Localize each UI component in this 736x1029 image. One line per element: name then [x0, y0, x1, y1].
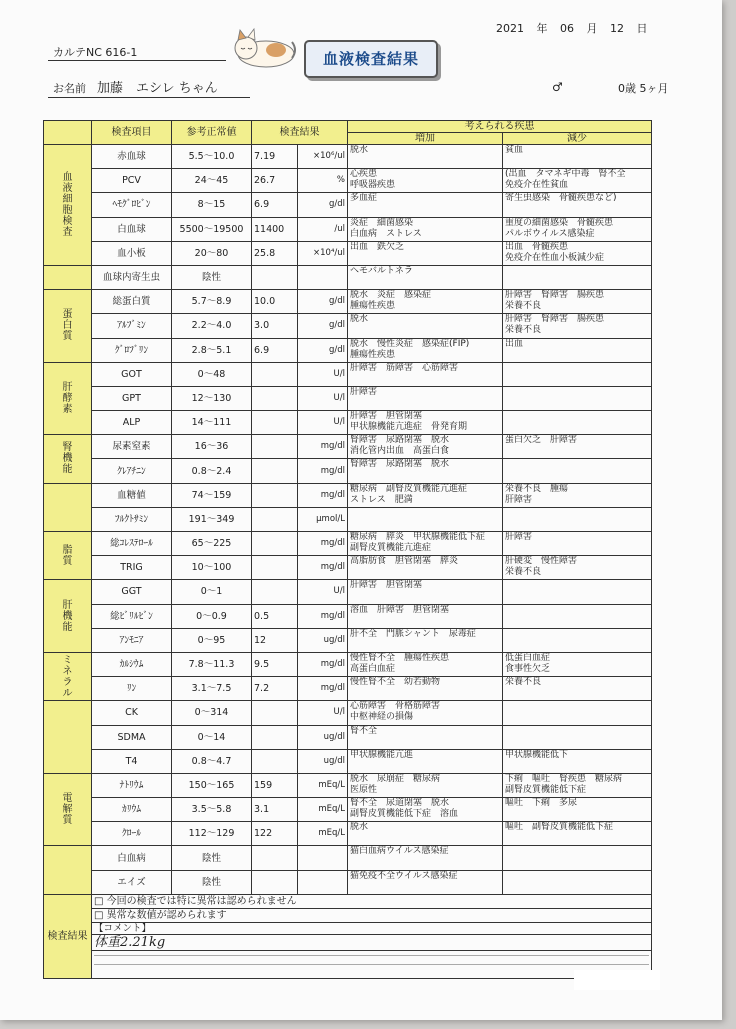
group-label-kidney: 腎 機 能 — [44, 435, 92, 483]
test-item: 白血病 — [92, 846, 172, 870]
reference-range: 14〜111 — [172, 411, 252, 435]
lab-results-table — [43, 120, 652, 979]
result-unit: mEq/L — [298, 798, 348, 822]
result-value: 25.8 — [252, 241, 298, 265]
decrease-diseases — [503, 701, 652, 725]
test-row — [44, 556, 652, 580]
decrease-diseases — [503, 870, 652, 894]
group-label-electrolyte: 電 解 質 — [44, 773, 92, 846]
result-value: 122 — [252, 822, 298, 846]
increase-diseases: 肝不全 門脈シャント 尿毒症 — [348, 628, 503, 652]
test-item: ALP — [92, 411, 172, 435]
name-label: お名前 — [53, 82, 86, 95]
test-row — [44, 435, 652, 459]
result-unit: U/l — [298, 362, 348, 386]
decrease-diseases: 栄養不良 腫瘍 肝障害 — [503, 483, 652, 507]
result-value — [252, 749, 298, 773]
group-label-blood_cells: 血 液 細 胞 検 査 — [44, 145, 92, 266]
test-item: 血小板 — [92, 241, 172, 265]
test-row — [44, 290, 652, 314]
result-value — [252, 532, 298, 556]
increase-diseases: 心筋障害 骨格筋障害 中枢神経の損傷 — [348, 701, 503, 725]
decrease-diseases — [503, 725, 652, 749]
test-row — [44, 265, 652, 289]
test-row — [44, 338, 652, 362]
result-unit: mEq/L — [298, 822, 348, 846]
date-month-unit: 月 — [586, 22, 598, 35]
result-unit — [298, 846, 348, 870]
decrease-diseases: 甲状腺機能低下 — [503, 749, 652, 773]
result-value: 26.7 — [252, 169, 298, 193]
increase-diseases: 脱水 炎症 感染症 腫瘍性疾患 — [348, 290, 503, 314]
reference-range: 0〜48 — [172, 362, 252, 386]
result-unit: mg/dl — [298, 459, 348, 483]
test-row — [44, 677, 652, 701]
reference-range: 5.5〜10.0 — [172, 145, 252, 169]
col-result: 検査結果 — [252, 121, 348, 145]
reference-range: 150〜165 — [172, 773, 252, 797]
group-label-empty — [44, 483, 92, 531]
result-unit: mg/dl — [298, 556, 348, 580]
reference-range: 3.1〜7.5 — [172, 677, 252, 701]
test-row — [44, 580, 652, 604]
patient-age: 0歳 5ヶ月 — [618, 82, 669, 95]
result-unit — [298, 870, 348, 894]
result-value: 12 — [252, 628, 298, 652]
group-label-mineral: ミ ネ ラ ル — [44, 652, 92, 700]
karte-underline — [48, 60, 226, 61]
result-unit: g/dl — [298, 338, 348, 362]
group-label-empty — [44, 846, 92, 894]
comment-label: 【コメント】 — [92, 922, 652, 934]
reference-range: 20〜80 — [172, 241, 252, 265]
test-row — [44, 701, 652, 725]
result-unit — [298, 265, 348, 289]
test-item: GPT — [92, 386, 172, 410]
decrease-diseases — [503, 628, 652, 652]
reference-range: 5500〜19500 — [172, 217, 252, 241]
reference-range: 191〜349 — [172, 507, 252, 531]
reference-range: 2.8〜5.1 — [172, 338, 252, 362]
group-label-empty — [44, 701, 92, 774]
reference-range: 7.8〜11.3 — [172, 652, 252, 676]
test-item: SDMA — [92, 725, 172, 749]
test-row — [44, 846, 652, 870]
sex-symbol: ♂ — [552, 80, 563, 94]
increase-diseases: 脱水 慢性炎症 感染症(FIP) 腫瘍性疾患 — [348, 338, 503, 362]
cat-illustration — [228, 20, 298, 70]
test-item: ｶﾙｼｳﾑ — [92, 652, 172, 676]
reference-range: 24〜45 — [172, 169, 252, 193]
test-row — [44, 507, 652, 531]
result-unit: mg/dl — [298, 677, 348, 701]
result-unit: ug/dl — [298, 725, 348, 749]
test-row — [44, 773, 652, 797]
col-increase: 増加 — [348, 133, 503, 145]
increase-diseases: 腎障害 尿路閉塞 脱水 消化管内出血 高蛋白食 — [348, 435, 503, 459]
increase-diseases: 猫白血病ウイルス感染症 — [348, 846, 503, 870]
result-unit: ug/dl — [298, 628, 348, 652]
result-value — [252, 362, 298, 386]
test-row — [44, 798, 652, 822]
test-item: CK — [92, 701, 172, 725]
reference-range: 0〜0.9 — [172, 604, 252, 628]
result-unit: mEq/L — [298, 773, 348, 797]
decrease-diseases — [503, 507, 652, 531]
test-item: ｸﾛｰﾙ — [92, 822, 172, 846]
handwritten-comment: 体重2.21kg — [92, 934, 652, 950]
reference-range: 0.8〜4.7 — [172, 749, 252, 773]
decrease-diseases: 蛋白欠乏 肝障害 — [503, 435, 652, 459]
decrease-diseases: 貧血 — [503, 145, 652, 169]
test-row — [44, 241, 652, 265]
increase-diseases: 脱水 尿崩症 糖尿病 医原性 — [348, 773, 503, 797]
result-unit: mg/dl — [298, 435, 348, 459]
increase-diseases: 腎不全 尿道閉塞 脱水 副腎皮質機能低下症 溶血 — [348, 798, 503, 822]
group-label-lipid: 脂 質 — [44, 532, 92, 580]
group-label-liver_function: 肝 機 能 — [44, 580, 92, 653]
decrease-diseases — [503, 362, 652, 386]
group-label-empty — [44, 265, 92, 289]
test-row — [44, 725, 652, 749]
result-value: 3.0 — [252, 314, 298, 338]
reference-range: 0.8〜2.4 — [172, 459, 252, 483]
reference-range: 5.7〜8.9 — [172, 290, 252, 314]
comment-blank — [92, 950, 652, 978]
test-row — [44, 362, 652, 386]
test-row — [44, 604, 652, 628]
test-row — [44, 483, 652, 507]
result-value: 7.19 — [252, 145, 298, 169]
result-unit: mg/dl — [298, 652, 348, 676]
decrease-diseases: 出血 — [503, 338, 652, 362]
result-value: 6.9 — [252, 338, 298, 362]
decrease-diseases — [503, 386, 652, 410]
reference-range: 0〜14 — [172, 725, 252, 749]
test-item: ﾅﾄﾘｳﾑ — [92, 773, 172, 797]
increase-diseases: 腎不全 — [348, 725, 503, 749]
decrease-diseases: 肝硬変 慢性障害 栄養不良 — [503, 556, 652, 580]
results-label: 検査結果 — [44, 894, 92, 978]
result-unit: % — [298, 169, 348, 193]
decrease-diseases — [503, 580, 652, 604]
col-reference: 参考正常値 — [172, 121, 252, 145]
decrease-diseases: 重度の細菌感染 骨髄疾患 パルボウイルス感染症 — [503, 217, 652, 241]
reference-range: 0〜314 — [172, 701, 252, 725]
test-item: ﾘﾝ — [92, 677, 172, 701]
test-item: T4 — [92, 749, 172, 773]
decrease-diseases — [503, 459, 652, 483]
test-item: ｸﾚｱﾁﾆﾝ — [92, 459, 172, 483]
test-row — [44, 169, 652, 193]
test-item: ｸﾞﾛﾌﾞﾘﾝ — [92, 338, 172, 362]
test-row — [44, 459, 652, 483]
redacted-box — [574, 970, 660, 990]
increase-diseases: 肝障害 胆管閉塞 — [348, 580, 503, 604]
test-row — [44, 652, 652, 676]
reference-range: 74〜159 — [172, 483, 252, 507]
date-year-unit: 年 — [536, 22, 548, 35]
report-title: 血液検査結果 — [322, 50, 419, 68]
test-item: ｱﾝﾓﾆｱ — [92, 628, 172, 652]
test-item: 血糖値 — [92, 483, 172, 507]
result-unit: μmol/L — [298, 507, 348, 531]
decrease-diseases: 肝障害 腎障害 腸疾患 栄養不良 — [503, 290, 652, 314]
test-row — [44, 217, 652, 241]
test-item: 総ﾋﾞﾘﾙﾋﾞﾝ — [92, 604, 172, 628]
test-item: ﾍﾓｸﾞﾛﾋﾞﾝ — [92, 193, 172, 217]
reference-range: 112〜129 — [172, 822, 252, 846]
test-item: 総ｺﾚｽﾃﾛｰﾙ — [92, 532, 172, 556]
increase-diseases: 慢性腎不全 幼若動物 — [348, 677, 503, 701]
check-no-abnormal[interactable]: □ 今回の検査では特に異常は認められません — [92, 894, 652, 908]
result-unit: /ul — [298, 217, 348, 241]
name-underline — [48, 97, 250, 98]
decrease-diseases — [503, 604, 652, 628]
increase-diseases — [348, 507, 503, 531]
date-day: 12 — [610, 22, 624, 35]
result-value: 9.5 — [252, 652, 298, 676]
result-unit: ×10⁴/ul — [298, 241, 348, 265]
result-unit: U/l — [298, 386, 348, 410]
test-row — [44, 314, 652, 338]
patient-name: 加藤 エシレ ちゃん — [97, 81, 218, 96]
result-unit: mg/dl — [298, 532, 348, 556]
result-value — [252, 870, 298, 894]
result-unit: ug/dl — [298, 749, 348, 773]
result-value — [252, 580, 298, 604]
increase-diseases: 溶血 肝障害 胆管閉塞 — [348, 604, 503, 628]
test-row — [44, 411, 652, 435]
decrease-diseases: 肝障害 腎障害 腸疾患 栄養不良 — [503, 314, 652, 338]
check-abnormal[interactable]: □ 異常な数値が認められます — [92, 908, 652, 922]
increase-diseases: 肝障害 筋障害 心筋障害 — [348, 362, 503, 386]
result-value — [252, 846, 298, 870]
increase-diseases: 脱水 — [348, 822, 503, 846]
reference-range: 12〜130 — [172, 386, 252, 410]
result-unit: U/l — [298, 580, 348, 604]
reference-range: 3.5〜5.8 — [172, 798, 252, 822]
result-value — [252, 507, 298, 531]
result-value — [252, 411, 298, 435]
increase-diseases: 甲状腺機能亢進 — [348, 749, 503, 773]
col-decrease: 減少 — [503, 133, 652, 145]
decrease-diseases: 嘔吐 副腎皮質機能低下症 — [503, 822, 652, 846]
group-label-liver_enzyme: 肝 酵 素 — [44, 362, 92, 435]
reference-range: 陰性 — [172, 846, 252, 870]
increase-diseases: 糖尿病 膵炎 甲状腺機能低下症 副腎皮質機能亢進症 — [348, 532, 503, 556]
decrease-diseases: 栄養不良 — [503, 677, 652, 701]
decrease-diseases: 出血 骨髄疾患 免疫介在性血小板減少症 — [503, 241, 652, 265]
decrease-diseases: 嘔吐 下痢 多尿 — [503, 798, 652, 822]
reference-range: 8〜15 — [172, 193, 252, 217]
col-item: 検査項目 — [92, 121, 172, 145]
test-item: PCV — [92, 169, 172, 193]
decrease-diseases: 低蛋白血症 食事性欠乏 — [503, 652, 652, 676]
test-item: GOT — [92, 362, 172, 386]
test-row — [44, 532, 652, 556]
result-value — [252, 386, 298, 410]
test-item: GGT — [92, 580, 172, 604]
result-value: 3.1 — [252, 798, 298, 822]
increase-diseases: 心疾患 呼吸器疾患 — [348, 169, 503, 193]
result-value: 159 — [252, 773, 298, 797]
reference-range: 65〜225 — [172, 532, 252, 556]
result-value — [252, 435, 298, 459]
decrease-diseases: 肝障害 — [503, 532, 652, 556]
result-value — [252, 459, 298, 483]
result-value — [252, 483, 298, 507]
result-unit: U/l — [298, 701, 348, 725]
decrease-diseases: 寄生虫感染 骨髄疾患など) — [503, 193, 652, 217]
result-value — [252, 725, 298, 749]
test-item: ｶﾘｳﾑ — [92, 798, 172, 822]
result-value: 10.0 — [252, 290, 298, 314]
test-row — [44, 749, 652, 773]
reference-range: 10〜100 — [172, 556, 252, 580]
test-row — [44, 822, 652, 846]
reference-range: 陰性 — [172, 870, 252, 894]
reference-range: 16〜36 — [172, 435, 252, 459]
increase-diseases: 出血 鉄欠乏 — [348, 241, 503, 265]
increase-diseases: 腎障害 尿路閉塞 脱水 — [348, 459, 503, 483]
report-title-box — [304, 40, 438, 78]
result-value: 0.5 — [252, 604, 298, 628]
result-unit: U/l — [298, 411, 348, 435]
result-unit: ×10⁶/ul — [298, 145, 348, 169]
reference-range: 0〜95 — [172, 628, 252, 652]
increase-diseases: 脱水 — [348, 145, 503, 169]
increase-diseases: 猫免疫不全ウイルス感染症 — [348, 870, 503, 894]
result-value — [252, 701, 298, 725]
result-unit: mg/dl — [298, 604, 348, 628]
date-year: 2021 — [496, 22, 524, 35]
test-item: 赤血球 — [92, 145, 172, 169]
test-row — [44, 386, 652, 410]
increase-diseases: 炎症 細菌感染 白血病 ストレス — [348, 217, 503, 241]
reference-range: 0〜1 — [172, 580, 252, 604]
increase-diseases: 高脂肪食 胆管閉塞 膵炎 — [348, 556, 503, 580]
increase-diseases: 肝障害 胆管閉塞 甲状腺機能亢進症 骨発育期 — [348, 411, 503, 435]
increase-diseases: 多血症 — [348, 193, 503, 217]
col-diseases: 考えられる疾患 — [348, 121, 652, 133]
result-unit: g/dl — [298, 314, 348, 338]
increase-diseases: 糖尿病 副腎皮質機能亢進症 ストレス 肥満 — [348, 483, 503, 507]
increase-diseases: 慢性腎不全 腫瘍性疾患 高蛋白血症 — [348, 652, 503, 676]
decrease-diseases: 下痢 嘔吐 腎疾患 糖尿病 副腎皮質機能低下症 — [503, 773, 652, 797]
test-item: 尿素窒素 — [92, 435, 172, 459]
reference-range: 2.2〜4.0 — [172, 314, 252, 338]
date-month: 06 — [560, 22, 574, 35]
result-unit: mg/dl — [298, 483, 348, 507]
increase-diseases: 脱水 — [348, 314, 503, 338]
test-row — [44, 628, 652, 652]
test-row — [44, 145, 652, 169]
decrease-diseases — [503, 265, 652, 289]
result-value — [252, 556, 298, 580]
increase-diseases: ヘモバルトネラ — [348, 265, 503, 289]
result-unit: g/dl — [298, 193, 348, 217]
test-item: 血球内寄生虫 — [92, 265, 172, 289]
header-row — [44, 121, 652, 133]
result-value: 7.2 — [252, 677, 298, 701]
decrease-diseases — [503, 411, 652, 435]
test-item: 白血球 — [92, 217, 172, 241]
test-item: 総蛋白質 — [92, 290, 172, 314]
decrease-diseases — [503, 846, 652, 870]
decrease-diseases: (出血 タマネギ中毒 腎不全 免疫介在性貧血 — [503, 169, 652, 193]
result-unit: g/dl — [298, 290, 348, 314]
report-date — [496, 20, 657, 36]
group-label-protein: 蛋 白 質 — [44, 290, 92, 363]
increase-diseases: 肝障害 — [348, 386, 503, 410]
test-row — [44, 193, 652, 217]
results-row-1 — [44, 894, 652, 908]
karte-number: カルテNC 616-1 — [53, 46, 138, 59]
test-item: エイズ — [92, 870, 172, 894]
result-value: 6.9 — [252, 193, 298, 217]
test-item: ｱﾙﾌﾞﾐﾝ — [92, 314, 172, 338]
date-day-unit: 日 — [636, 22, 648, 35]
test-row — [44, 870, 652, 894]
reference-range: 陰性 — [172, 265, 252, 289]
result-value — [252, 265, 298, 289]
test-item: TRIG — [92, 556, 172, 580]
test-item: ﾌﾙｸﾄｻﾐﾝ — [92, 507, 172, 531]
result-value: 11400 — [252, 217, 298, 241]
